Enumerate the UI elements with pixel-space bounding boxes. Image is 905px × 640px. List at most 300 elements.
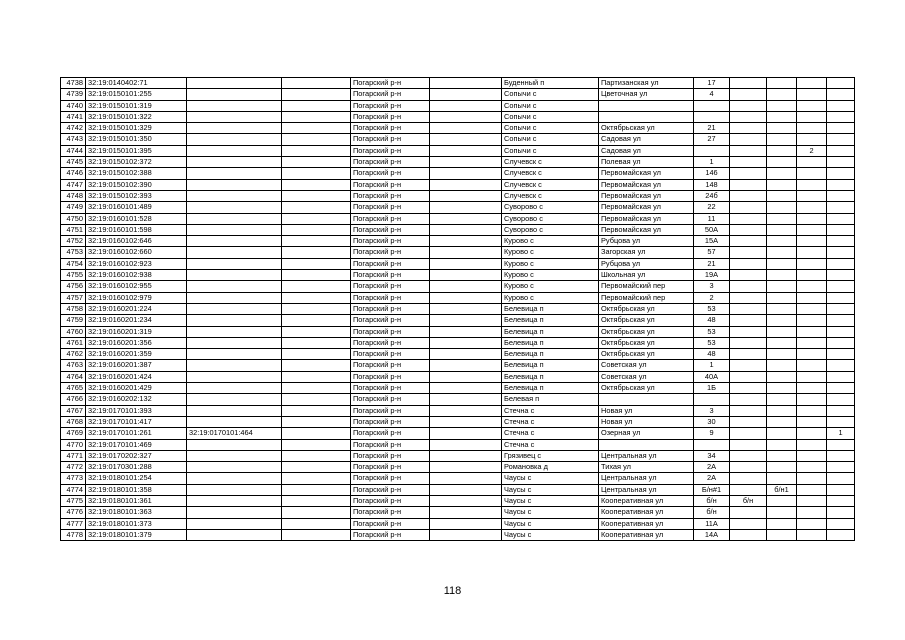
- building-cell: [730, 134, 767, 145]
- structure-cell: [767, 157, 797, 168]
- extra-field-cell: [282, 123, 351, 134]
- settlement-type-cell: [430, 270, 502, 281]
- count-cell: [827, 484, 855, 495]
- structure-cell: [767, 111, 797, 122]
- settlement-type-cell: [430, 450, 502, 461]
- settlement-type-cell: [430, 202, 502, 213]
- apartment-cell: [797, 337, 827, 348]
- cadastral-number-cell: 32:19:0160102:646: [86, 236, 187, 247]
- structure-cell: [767, 495, 797, 506]
- settlement-type-cell: [430, 100, 502, 111]
- table-row: [61, 179, 855, 190]
- cadastral-number-cell: 32:19:0160101:489: [86, 202, 187, 213]
- house-number-cell: 2А: [694, 462, 730, 473]
- building-cell: [730, 405, 767, 416]
- apartment-cell: [797, 78, 827, 89]
- locality-cell: Чаусы с: [502, 473, 599, 484]
- district-cell: Погарский р-н: [351, 123, 430, 134]
- settlement-type-cell: [430, 439, 502, 450]
- count-cell: [827, 202, 855, 213]
- house-number-cell: 53: [694, 337, 730, 348]
- linked-cadastral-number-cell: [187, 123, 282, 134]
- apartment-cell: [797, 484, 827, 495]
- extra-field-cell: [282, 462, 351, 473]
- cadastral-number-cell: 32:19:0160101:598: [86, 224, 187, 235]
- district-cell: Погарский р-н: [351, 326, 430, 337]
- linked-cadastral-number-cell: [187, 371, 282, 382]
- building-cell: [730, 428, 767, 439]
- building-cell: [730, 315, 767, 326]
- locality-cell: Сопычи с: [502, 145, 599, 156]
- count-cell: [827, 100, 855, 111]
- linked-cadastral-number-cell: [187, 405, 282, 416]
- settlement-type-cell: [430, 371, 502, 382]
- extra-field-cell: [282, 270, 351, 281]
- row-number-cell: 4771: [61, 450, 86, 461]
- street-cell: Рубцова ул: [599, 258, 694, 269]
- locality-cell: Курово с: [502, 270, 599, 281]
- locality-cell: Стечна с: [502, 428, 599, 439]
- district-cell: Погарский р-н: [351, 78, 430, 89]
- cadastral-number-cell: 32:19:0180101:379: [86, 529, 187, 540]
- district-cell: Погарский р-н: [351, 111, 430, 122]
- house-number-cell: 1: [694, 360, 730, 371]
- structure-cell: [767, 507, 797, 518]
- building-cell: [730, 416, 767, 427]
- table-row: [61, 236, 855, 247]
- house-number-cell: 2: [694, 292, 730, 303]
- apartment-cell: [797, 179, 827, 190]
- district-cell: Погарский р-н: [351, 428, 430, 439]
- table-row: [61, 247, 855, 258]
- row-number-cell: 4753: [61, 247, 86, 258]
- linked-cadastral-number-cell: [187, 416, 282, 427]
- extra-field-cell: [282, 394, 351, 405]
- building-cell: [730, 450, 767, 461]
- row-number-cell: 4758: [61, 303, 86, 314]
- extra-field-cell: [282, 292, 351, 303]
- extra-field-cell: [282, 247, 351, 258]
- count-cell: [827, 518, 855, 529]
- table-row: [61, 462, 855, 473]
- building-cell: [730, 179, 767, 190]
- locality-cell: Курово с: [502, 292, 599, 303]
- apartment-cell: [797, 303, 827, 314]
- extra-field-cell: [282, 236, 351, 247]
- locality-cell: Стечна с: [502, 405, 599, 416]
- cadastral-number-cell: 32:19:0160201:224: [86, 303, 187, 314]
- count-cell: [827, 371, 855, 382]
- row-number-cell: 4757: [61, 292, 86, 303]
- apartment-cell: [797, 383, 827, 394]
- building-cell: [730, 484, 767, 495]
- structure-cell: [767, 100, 797, 111]
- district-cell: Погарский р-н: [351, 462, 430, 473]
- house-number-cell: 4: [694, 89, 730, 100]
- house-number-cell: 148: [694, 179, 730, 190]
- table-row: [61, 213, 855, 224]
- building-cell: [730, 303, 767, 314]
- district-cell: Погарский р-н: [351, 349, 430, 360]
- page-number: 118: [443, 585, 462, 597]
- extra-field-cell: [282, 224, 351, 235]
- count-cell: [827, 247, 855, 258]
- structure-cell: [767, 236, 797, 247]
- building-cell: [730, 247, 767, 258]
- structure-cell: [767, 224, 797, 235]
- district-cell: Погарский р-н: [351, 224, 430, 235]
- house-number-cell: 146: [694, 168, 730, 179]
- count-cell: [827, 360, 855, 371]
- table-row: [61, 270, 855, 281]
- street-cell: Первомайский пер: [599, 281, 694, 292]
- district-cell: Погарский р-н: [351, 236, 430, 247]
- count-cell: 1: [827, 428, 855, 439]
- house-number-cell: 34: [694, 450, 730, 461]
- house-number-cell: [694, 145, 730, 156]
- house-number-cell: 27: [694, 134, 730, 145]
- building-cell: [730, 89, 767, 100]
- count-cell: [827, 405, 855, 416]
- street-cell: [599, 100, 694, 111]
- extra-field-cell: [282, 518, 351, 529]
- building-cell: [730, 383, 767, 394]
- count-cell: [827, 145, 855, 156]
- district-cell: Погарский р-н: [351, 89, 430, 100]
- street-cell: Тихая ул: [599, 462, 694, 473]
- cadastral-number-cell: 32:19:0180101:363: [86, 507, 187, 518]
- count-cell: [827, 258, 855, 269]
- structure-cell: б/н1: [767, 484, 797, 495]
- row-number-cell: 4773: [61, 473, 86, 484]
- settlement-type-cell: [430, 292, 502, 303]
- extra-field-cell: [282, 190, 351, 201]
- district-cell: Погарский р-н: [351, 473, 430, 484]
- house-number-cell: [694, 439, 730, 450]
- linked-cadastral-number-cell: [187, 111, 282, 122]
- building-cell: [730, 111, 767, 122]
- locality-cell: Белевица п: [502, 349, 599, 360]
- settlement-type-cell: [430, 416, 502, 427]
- row-number-cell: 4748: [61, 190, 86, 201]
- house-number-cell: 14А: [694, 529, 730, 540]
- building-cell: [730, 518, 767, 529]
- table-row: [61, 360, 855, 371]
- structure-cell: [767, 78, 797, 89]
- count-cell: [827, 473, 855, 484]
- street-cell: Кооперативная ул: [599, 507, 694, 518]
- extra-field-cell: [282, 100, 351, 111]
- row-number-cell: 4749: [61, 202, 86, 213]
- apartment-cell: [797, 292, 827, 303]
- building-cell: [730, 168, 767, 179]
- table-row: [61, 349, 855, 360]
- settlement-type-cell: [430, 281, 502, 292]
- count-cell: [827, 292, 855, 303]
- apartment-cell: [797, 462, 827, 473]
- settlement-type-cell: [430, 394, 502, 405]
- building-cell: [730, 507, 767, 518]
- extra-field-cell: [282, 495, 351, 506]
- extra-field-cell: [282, 405, 351, 416]
- apartment-cell: [797, 213, 827, 224]
- cadastral-number-cell: 32:19:0180101:361: [86, 495, 187, 506]
- cadastral-number-cell: 32:19:0160201:424: [86, 371, 187, 382]
- settlement-type-cell: [430, 462, 502, 473]
- district-cell: Погарский р-н: [351, 270, 430, 281]
- house-number-cell: б/н: [694, 495, 730, 506]
- locality-cell: Суворово с: [502, 224, 599, 235]
- apartment-cell: [797, 100, 827, 111]
- locality-cell: Белевая п: [502, 394, 599, 405]
- linked-cadastral-number-cell: [187, 518, 282, 529]
- table-row: [61, 371, 855, 382]
- house-number-cell: [694, 111, 730, 122]
- settlement-type-cell: [430, 315, 502, 326]
- apartment-cell: [797, 439, 827, 450]
- linked-cadastral-number-cell: [187, 224, 282, 235]
- linked-cadastral-number-cell: [187, 145, 282, 156]
- cadastral-number-cell: 32:19:0160102:938: [86, 270, 187, 281]
- locality-cell: Сопычи с: [502, 123, 599, 134]
- structure-cell: [767, 168, 797, 179]
- district-cell: Погарский р-н: [351, 292, 430, 303]
- locality-cell: Сопычи с: [502, 111, 599, 122]
- settlement-type-cell: [430, 349, 502, 360]
- table-row: [61, 518, 855, 529]
- row-number-cell: 4738: [61, 78, 86, 89]
- table-row: [61, 145, 855, 156]
- street-cell: Новая ул: [599, 416, 694, 427]
- structure-cell: [767, 145, 797, 156]
- structure-cell: [767, 292, 797, 303]
- district-cell: Погарский р-н: [351, 303, 430, 314]
- locality-cell: Курово с: [502, 258, 599, 269]
- extra-field-cell: [282, 349, 351, 360]
- table-row: [61, 123, 855, 134]
- settlement-type-cell: [430, 518, 502, 529]
- street-cell: Первомайская ул: [599, 190, 694, 201]
- linked-cadastral-number-cell: [187, 100, 282, 111]
- table-row: [61, 78, 855, 89]
- building-cell: [730, 360, 767, 371]
- building-cell: [730, 439, 767, 450]
- count-cell: [827, 123, 855, 134]
- structure-cell: [767, 258, 797, 269]
- district-cell: Погарский р-н: [351, 281, 430, 292]
- locality-cell: Чаусы с: [502, 518, 599, 529]
- extra-field-cell: [282, 315, 351, 326]
- row-number-cell: 4739: [61, 89, 86, 100]
- extra-field-cell: [282, 428, 351, 439]
- count-cell: [827, 168, 855, 179]
- count-cell: [827, 303, 855, 314]
- count-cell: [827, 236, 855, 247]
- row-number-cell: 4744: [61, 145, 86, 156]
- settlement-type-cell: [430, 236, 502, 247]
- linked-cadastral-number-cell: [187, 179, 282, 190]
- street-cell: Советская ул: [599, 360, 694, 371]
- table-row: [61, 168, 855, 179]
- locality-cell: Белевица п: [502, 337, 599, 348]
- locality-cell: Курово с: [502, 247, 599, 258]
- linked-cadastral-number-cell: [187, 202, 282, 213]
- apartment-cell: [797, 89, 827, 100]
- table-body: [61, 78, 855, 541]
- table-row: [61, 111, 855, 122]
- row-number-cell: 4778: [61, 529, 86, 540]
- table-row: [61, 405, 855, 416]
- house-number-cell: [694, 100, 730, 111]
- structure-cell: [767, 247, 797, 258]
- count-cell: [827, 190, 855, 201]
- row-number-cell: 4741: [61, 111, 86, 122]
- count-cell: [827, 529, 855, 540]
- street-cell: Кооперативная ул: [599, 529, 694, 540]
- table-row: [61, 337, 855, 348]
- table-row: [61, 134, 855, 145]
- locality-cell: Чаусы с: [502, 495, 599, 506]
- count-cell: [827, 337, 855, 348]
- table-row: [61, 450, 855, 461]
- apartment-cell: [797, 428, 827, 439]
- row-number-cell: 4770: [61, 439, 86, 450]
- count-cell: [827, 111, 855, 122]
- apartment-cell: [797, 134, 827, 145]
- locality-cell: Стечна с: [502, 439, 599, 450]
- locality-cell: Чаусы с: [502, 484, 599, 495]
- row-number-cell: 4762: [61, 349, 86, 360]
- apartment-cell: [797, 495, 827, 506]
- linked-cadastral-number-cell: [187, 292, 282, 303]
- row-number-cell: 4775: [61, 495, 86, 506]
- district-cell: Погарский р-н: [351, 213, 430, 224]
- cadastral-number-cell: 32:19:0160201:359: [86, 349, 187, 360]
- locality-cell: Белевица п: [502, 315, 599, 326]
- table-row: [61, 484, 855, 495]
- locality-cell: Белевица п: [502, 371, 599, 382]
- cadastral-number-cell: 32:19:0160201:429: [86, 383, 187, 394]
- linked-cadastral-number-cell: [187, 236, 282, 247]
- street-cell: Цветочная ул: [599, 89, 694, 100]
- house-number-cell: 3: [694, 281, 730, 292]
- apartment-cell: [797, 111, 827, 122]
- district-cell: Погарский р-н: [351, 179, 430, 190]
- street-cell: Кооперативная ул: [599, 518, 694, 529]
- structure-cell: [767, 462, 797, 473]
- locality-cell: Чаусы с: [502, 529, 599, 540]
- apartment-cell: [797, 224, 827, 235]
- count-cell: [827, 394, 855, 405]
- count-cell: [827, 224, 855, 235]
- district-cell: Погарский р-н: [351, 145, 430, 156]
- table-row: [61, 303, 855, 314]
- table-row: [61, 190, 855, 201]
- apartment-cell: [797, 236, 827, 247]
- district-cell: Погарский р-н: [351, 518, 430, 529]
- linked-cadastral-number-cell: [187, 507, 282, 518]
- settlement-type-cell: [430, 326, 502, 337]
- extra-field-cell: [282, 439, 351, 450]
- settlement-type-cell: [430, 428, 502, 439]
- street-cell: Центральная ул: [599, 473, 694, 484]
- structure-cell: [767, 270, 797, 281]
- house-number-cell: 24б: [694, 190, 730, 201]
- extra-field-cell: [282, 145, 351, 156]
- extra-field-cell: [282, 484, 351, 495]
- district-cell: Погарский р-н: [351, 371, 430, 382]
- structure-cell: [767, 349, 797, 360]
- linked-cadastral-number-cell: [187, 473, 282, 484]
- row-number-cell: 4777: [61, 518, 86, 529]
- house-number-cell: 1Б: [694, 383, 730, 394]
- street-cell: Загорская ул: [599, 247, 694, 258]
- extra-field-cell: [282, 78, 351, 89]
- structure-cell: [767, 394, 797, 405]
- settlement-type-cell: [430, 484, 502, 495]
- house-number-cell: 19А: [694, 270, 730, 281]
- row-number-cell: 4742: [61, 123, 86, 134]
- settlement-type-cell: [430, 111, 502, 122]
- locality-cell: Белевица п: [502, 360, 599, 371]
- apartment-cell: [797, 349, 827, 360]
- district-cell: Погарский р-н: [351, 416, 430, 427]
- row-number-cell: 4754: [61, 258, 86, 269]
- settlement-type-cell: [430, 134, 502, 145]
- count-cell: [827, 450, 855, 461]
- locality-cell: Суворово с: [502, 213, 599, 224]
- house-number-cell: 40А: [694, 371, 730, 382]
- settlement-type-cell: [430, 258, 502, 269]
- linked-cadastral-number-cell: [187, 315, 282, 326]
- house-number-cell: 22: [694, 202, 730, 213]
- cadastral-number-cell: 32:19:0170101:469: [86, 439, 187, 450]
- locality-cell: Чаусы с: [502, 507, 599, 518]
- locality-cell: Случевск с: [502, 190, 599, 201]
- row-number-cell: 4740: [61, 100, 86, 111]
- structure-cell: [767, 303, 797, 314]
- district-cell: Погарский р-н: [351, 360, 430, 371]
- row-number-cell: 4761: [61, 337, 86, 348]
- cadastral-number-cell: 32:19:0160102:955: [86, 281, 187, 292]
- cadastral-number-cell: 32:19:0150101:319: [86, 100, 187, 111]
- street-cell: Октябрьская ул: [599, 337, 694, 348]
- extra-field-cell: [282, 179, 351, 190]
- locality-cell: Курово с: [502, 236, 599, 247]
- linked-cadastral-number-cell: [187, 89, 282, 100]
- settlement-type-cell: [430, 145, 502, 156]
- apartment-cell: [797, 315, 827, 326]
- district-cell: Погарский р-н: [351, 405, 430, 416]
- cadastral-number-cell: 32:19:0150102:393: [86, 190, 187, 201]
- structure-cell: [767, 190, 797, 201]
- apartment-cell: [797, 326, 827, 337]
- building-cell: [730, 462, 767, 473]
- structure-cell: [767, 326, 797, 337]
- linked-cadastral-number-cell: [187, 134, 282, 145]
- settlement-type-cell: [430, 168, 502, 179]
- building-cell: [730, 281, 767, 292]
- linked-cadastral-number-cell: [187, 383, 282, 394]
- table-row: [61, 383, 855, 394]
- cadastral-number-cell: 32:19:0160201:356: [86, 337, 187, 348]
- structure-cell: [767, 89, 797, 100]
- apartment-cell: [797, 529, 827, 540]
- cadastral-number-cell: 32:19:0160102:923: [86, 258, 187, 269]
- row-number-cell: 4750: [61, 213, 86, 224]
- building-cell: [730, 100, 767, 111]
- street-cell: Советская ул: [599, 371, 694, 382]
